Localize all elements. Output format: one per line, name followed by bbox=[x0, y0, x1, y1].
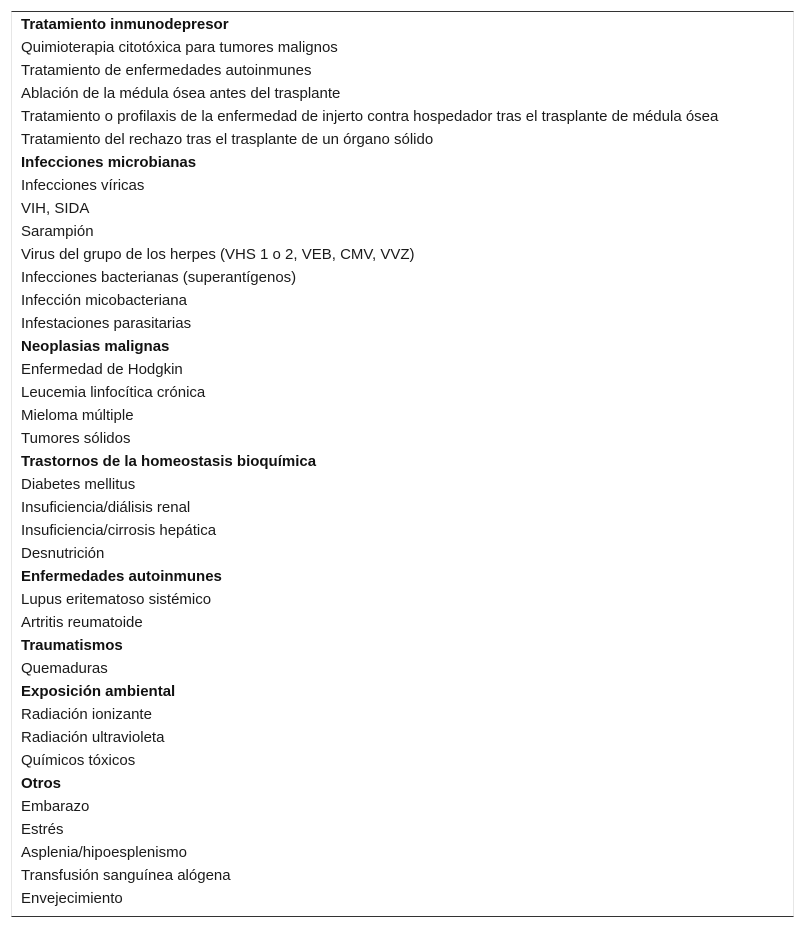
table-row: Químicos tóxicos bbox=[21, 752, 136, 769]
table-row: Insuficiencia/diálisis renal bbox=[21, 499, 191, 516]
section-heading: Enfermedades autoinmunes bbox=[21, 568, 222, 585]
table-row: VIH, SIDA bbox=[21, 200, 90, 217]
table-row: Embarazo bbox=[21, 798, 90, 815]
causes-table bbox=[11, 11, 794, 917]
table-row: Infecciones víricas bbox=[21, 177, 145, 194]
table-row: Desnutrición bbox=[21, 545, 105, 562]
section-heading: Traumatismos bbox=[21, 637, 123, 654]
table-row: Tumores sólidos bbox=[21, 430, 131, 447]
table-row: Tratamiento o profilaxis de la enfermedad de injerto contra hospedador tras el trasplante de médula ósea bbox=[21, 108, 719, 125]
table-row: Quimioterapia citotóxica para tumores malignos bbox=[21, 39, 338, 56]
section-heading: Exposición ambiental bbox=[21, 683, 176, 700]
table-row: Diabetes mellitus bbox=[21, 476, 136, 493]
table-row: Infecciones bacterianas (superantígenos) bbox=[21, 269, 297, 286]
table-row: Artritis reumatoide bbox=[21, 614, 143, 631]
table-row: Tratamiento del rechazo tras el trasplante de un órgano sólido bbox=[21, 131, 434, 148]
table-row: Radiación ultravioleta bbox=[21, 729, 165, 746]
table-row: Radiación ionizante bbox=[21, 706, 152, 723]
table-row: Asplenia/hipoesplenismo bbox=[21, 844, 187, 861]
section-heading: Infecciones microbianas bbox=[21, 154, 197, 171]
table-row: Infección micobacteriana bbox=[21, 292, 187, 309]
table-row: Mieloma múltiple bbox=[21, 407, 134, 424]
table-row: Insuficiencia/cirrosis hepática bbox=[21, 522, 217, 539]
table-row: Quemaduras bbox=[21, 660, 108, 677]
table-row: Enfermedad de Hodgkin bbox=[21, 361, 183, 378]
table-row: Virus del grupo de los herpes (VHS 1 o 2, VEB, CMV, VVZ) bbox=[21, 246, 415, 263]
table-row: Infestaciones parasitarias bbox=[21, 315, 192, 332]
table-row: Estrés bbox=[21, 821, 64, 838]
table-row: Leucemia linfocítica crónica bbox=[21, 384, 206, 401]
table-row: Sarampión bbox=[21, 223, 94, 240]
section-heading: Trastornos de la homeostasis bioquímica bbox=[21, 453, 317, 470]
section-heading: Neoplasias malignas bbox=[21, 338, 170, 355]
table-row: Transfusión sanguínea alógena bbox=[21, 867, 231, 884]
table-row: Ablación de la médula ósea antes del trasplante bbox=[21, 85, 341, 102]
section-heading: Otros bbox=[21, 775, 62, 792]
table-row: Tratamiento de enfermedades autoinmunes bbox=[21, 62, 312, 79]
table-row: Lupus eritematoso sistémico bbox=[21, 591, 212, 608]
table-row: Envejecimiento bbox=[21, 890, 123, 907]
section-heading: Tratamiento inmunodepresor bbox=[21, 16, 229, 33]
